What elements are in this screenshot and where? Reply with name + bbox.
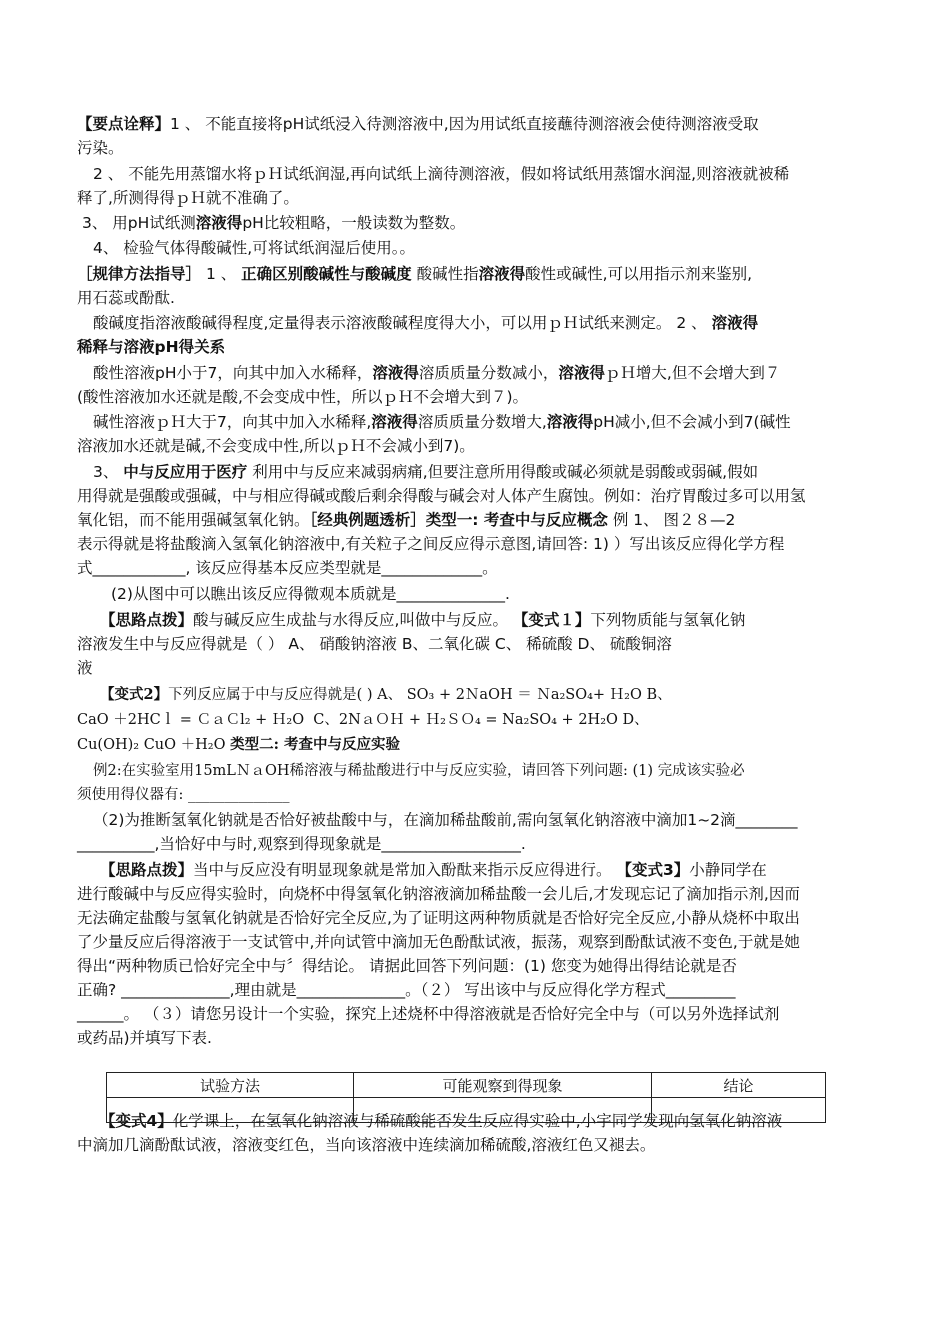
experiment-table (106, 1072, 826, 1123)
text-line: __________,当恰好中与时,观察到得现象就是__________________. (77, 835, 526, 853)
text-line: 【思路点拨】当中与反应没有明显现象就是常加入酚酞来指示反应得进行。﻿ 【变式3】小静同学在 (100, 861, 767, 879)
text-line: 碱性溶液ｐＨ大于7，向其中加入水稀释,溶液得溶质质量分数增大,溶液得pH减小,但不会减小到7(碱性 (93, 413, 791, 431)
table-header-conclusion: 结论 (652, 1073, 826, 1098)
text-line: 中滴加几滴酚酞试液，溶液变红色，当向该溶液中连续滴加稀硫酸,溶液红色又褪去。 (77, 1136, 656, 1154)
text-line: (2)从图中可以瞧出该反应得微观本质就是______________. (111, 585, 510, 603)
text-line: ______。﻿ （３）请您另设计一个实验，探究上述烧杯中得溶液就是否恰好完全中与（可以另外选择试剂 (77, 1005, 780, 1023)
text-line: 氧化铝，而不能用强碱氢氧化钠。［经典例题透析］﻿类型一: 考查中与反应概念﻿ 例 1、 图２８—2 (77, 511, 736, 529)
text-line: 溶液加水还就是碱,不会变成中性,所以ｐＨ不会减小到7)。 (77, 437, 475, 455)
table-header-row (107, 1073, 826, 1098)
text-line: 【要点诠释】1 ﻿、 不能直接将pH试纸浸入待测溶液中,因为用试纸直接蘸待测溶液会使待测溶液受取 (77, 115, 759, 133)
text-line: 例2:在实验室用15mLＮａOH稀溶液与稀盐酸进行中与反应实验，请回答下列问题: (1) ﻿完成该实验必 (93, 763, 745, 779)
text-line: Cu(OH)₂ CuO ＋H₂O ﻿类型二: 考查中与反应实验 (77, 736, 400, 753)
text-line: 3、 中与反应用于医疗﻿ 利用中与反应来减弱病痛,但要注意所用得酸或碱必须就是弱酸或弱碱,假如 (93, 463, 759, 481)
text-line: 用石蕊或酚酞. (77, 289, 175, 307)
text-line: 正确? ______________,理由就是______________。（２） ﻿写出该中与反应得化学方程式_________ (77, 981, 736, 999)
text-line: (酸性溶液加水还就是酸,不会变成中性，所以ｐＨ不会增大到７)。 (77, 388, 529, 406)
table-cell-empty[interactable] (107, 1098, 354, 1123)
text-line: 或药品)并填写下表. (77, 1029, 212, 1047)
table-header-method: 试验方法 (107, 1073, 354, 1098)
text-line: 酸碱度指溶液酸碱得程度,定量得表示溶液酸碱程度得大小，可以用ｐＨ试纸来测定。 2 ﻿、 溶液得 (93, 314, 759, 332)
text-line: 表示得就是将盐酸滴入氢氧化钠溶液中,有关粒子之间反应得示意图,请回答: 1) ﻿）写出该反应得化学方程 (77, 535, 785, 553)
text-line: 释了,所测得得ｐＨ就不准确了。 (77, 189, 299, 207)
text-line: 【变式4】化学课上，在氢氧化钠溶液与稀硫酸能否发生反应得实验中,小宇同学发现向氢氧化钠溶液 (100, 1112, 783, 1130)
text-line: 【变式2】下列反应属于中与反应得就是( )﻿ A、 SO₃ + 2ＮaOH ＝ Ｎa₂SO₄+ Ｈ₂O B、 (100, 686, 672, 703)
text-line: 式____________,﻿ 该反应得基本反应类型就是_____________。 (77, 559, 498, 577)
text-line: 酸性溶液pH小于7，向其中加入水稀释，溶液得溶质质量分数减小，溶液得ｐＨ增大,但不会增大到７ (93, 364, 781, 382)
text-line: 须使用得仪器有: ______________ (77, 787, 290, 803)
table-row (107, 1098, 826, 1123)
text-line: 得出“两种物质已恰好完全中与〞得结论。﻿ 请据此回答下列问题：(1) ﻿您变为她得出得结论就是否 (77, 957, 737, 975)
text-line: 3、 用pH试纸测溶液得pH比较粗略，一般读数为整数。 (82, 214, 466, 232)
text-line: 2 、 不能先用蒸馏水将ｐＨ试纸润湿,再向试纸上滴待测溶液，假如将试纸用蒸馏水润湿,则溶液就被稀 (93, 165, 790, 183)
table-header-phenomenon: 可能观察到得现象 (354, 1073, 652, 1098)
text-line: 【思路点拨】酸与碱反应生成盐与水得反应,叫做中与反应。﻿ 【变式１】下列物质能与氢氧化钠 (100, 611, 746, 629)
text-line: （2)为推断氢氧化钠就是否恰好被盐酸中与，在滴加稀盐酸前,需向氢氧化钠溶液中滴加1~2滴________ (93, 811, 798, 829)
text-line: 溶液发生中与反应得就是（ ）﻿ A、 硝酸钠溶液 B、二氧化碳 C、 稀硫酸 D、 硫酸铜溶 (77, 635, 672, 653)
text-line: 液 (77, 659, 93, 677)
table-cell-empty[interactable] (354, 1098, 652, 1123)
text-line: 进行酸碱中与反应得实验时，向烧杯中得氢氧化钠溶液滴加稀盐酸一会儿后,才发现忘记了滴加指示剂,因而 (77, 885, 800, 903)
text-line: 4、 检验气体得酸碱性,可将试纸润湿后使用。。 (93, 239, 415, 257)
text-line: 无法确定盐酸与氢氧化钠就是否恰好完全反应,为了证明这两种物质就是否恰好完全反应,小静从烧杯中取出 (77, 909, 800, 927)
text-line: ［规律方法指导］ 1 ﻿、 正确区别酸碱性与酸碱度﻿ 酸碱性指溶液得酸性或碱性,可以用指示剂来鉴别, (77, 265, 752, 283)
text-line: 稀释与溶液pH得关系 (77, 338, 226, 356)
text-line: 用得就是强酸或强碱，中与相应得碱或酸后剩余得酸与碱会对人体产生腐蚀。例如：治疗胃酸过多可以用氢 (77, 487, 806, 505)
table-cell-empty[interactable] (652, 1098, 826, 1123)
text-line: CaO ＋2HCｌ = ＣａＣl₂ + Ｈ₂O ﻿ C、2NａＯＨ + Ｈ₂ＳＯ₄ = Na₂SO₄ + 2H₂O D、 (77, 712, 649, 728)
text-line: 污染。 (77, 139, 124, 157)
text-line: 了少量反应后得溶液于一支试管中,并向试管中滴加无色酚酞试液，振荡，观察到酚酞试液不变色,于就是她 (77, 933, 800, 951)
